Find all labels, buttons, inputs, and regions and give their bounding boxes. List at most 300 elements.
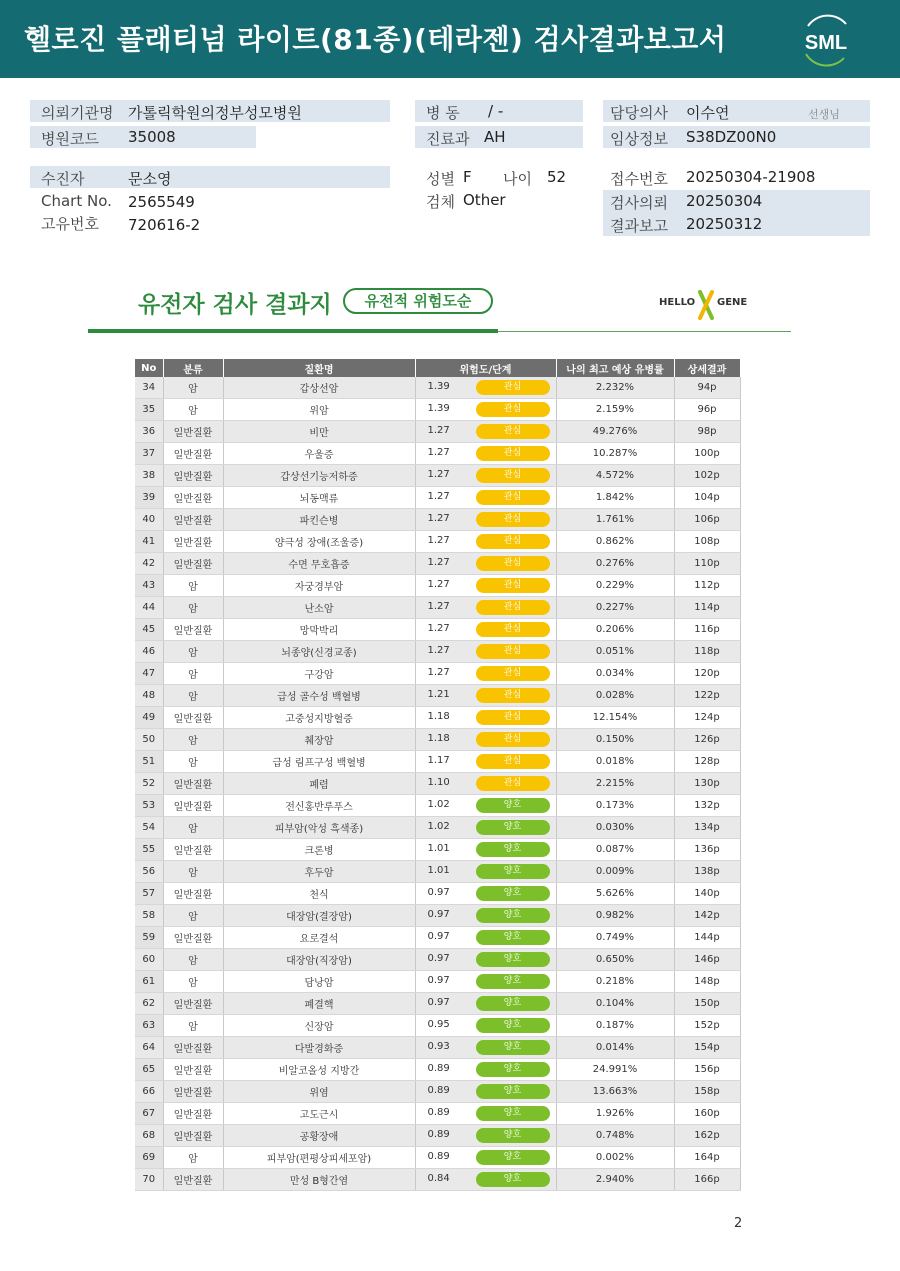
risk-value: 0.93 <box>427 1041 450 1052</box>
row-risk <box>415 1103 556 1125</box>
risk-value: 1.27 <box>427 535 450 546</box>
risk-value: 1.39 <box>427 403 450 414</box>
table-row <box>135 1081 740 1103</box>
row-category: 일반질환 <box>163 707 223 729</box>
row-category: 일반질환 <box>163 487 223 509</box>
institution-value: 가톨릭학원의정부성모병원 <box>128 104 302 122</box>
row-category: 일반질환 <box>163 993 223 1015</box>
row-category: 일반질환 <box>163 1125 223 1147</box>
risk-value: 0.89 <box>427 1107 450 1118</box>
row-risk <box>415 927 556 949</box>
risk-value: 0.97 <box>427 997 450 1008</box>
row-detail-page: 128p <box>674 751 740 773</box>
ward-value: / - <box>488 102 504 120</box>
row-prevalence: 0.002% <box>556 1147 674 1169</box>
row-risk <box>415 531 556 553</box>
hospital-code-value: 35008 <box>128 128 176 146</box>
row-detail-page: 118p <box>674 641 740 663</box>
row-no: 50 <box>135 729 163 751</box>
risk-value: 0.89 <box>427 1151 450 1162</box>
row-disease: 비만 <box>223 421 415 443</box>
row-detail-page: 146p <box>674 949 740 971</box>
row-detail-page: 130p <box>674 773 740 795</box>
row-no: 45 <box>135 619 163 641</box>
row-prevalence: 0.206% <box>556 619 674 641</box>
table-row <box>135 531 740 553</box>
risk-value: 1.18 <box>427 711 450 722</box>
request-value: 20250304 <box>686 192 763 210</box>
row-no: 65 <box>135 1059 163 1081</box>
row-no: 41 <box>135 531 163 553</box>
risk-stage-badge: 양호 <box>476 1150 550 1165</box>
risk-value: 1.21 <box>427 689 450 700</box>
risk-stage-badge: 양호 <box>476 864 550 879</box>
row-prevalence: 24.991% <box>556 1059 674 1081</box>
page-number: 2 <box>734 1216 743 1231</box>
row-disease: 천식 <box>223 883 415 905</box>
row-category: 암 <box>163 905 223 927</box>
row-category: 일반질환 <box>163 443 223 465</box>
row-detail-page: 154p <box>674 1037 740 1059</box>
table-row <box>135 421 740 443</box>
row-disease: 대장암(직장암) <box>223 949 415 971</box>
risk-value: 1.27 <box>427 425 450 436</box>
row-prevalence: 0.218% <box>556 971 674 993</box>
risk-stage-badge: 양호 <box>476 952 550 967</box>
risk-stage-badge: 관심 <box>476 534 550 549</box>
row-category: 일반질환 <box>163 1081 223 1103</box>
row-prevalence: 13.663% <box>556 1081 674 1103</box>
risk-stage-badge: 양호 <box>476 974 550 989</box>
row-disease: 피부암(편평상피세포암) <box>223 1147 415 1169</box>
risk-stage-badge: 관심 <box>476 710 550 725</box>
age-label: 나이 <box>503 170 532 188</box>
row-detail-page: 138p <box>674 861 740 883</box>
row-disease: 위염 <box>223 1081 415 1103</box>
row-category: 암 <box>163 817 223 839</box>
row-disease: 수면 무호흡증 <box>223 553 415 575</box>
row-risk <box>415 905 556 927</box>
results-body <box>135 377 740 1191</box>
id-label: 고유번호 <box>41 215 99 233</box>
table-row <box>135 773 740 795</box>
row-risk <box>415 443 556 465</box>
row-prevalence: 0.748% <box>556 1125 674 1147</box>
row-disease: 고도근시 <box>223 1103 415 1125</box>
row-disease: 급성 림프구성 백혈병 <box>223 751 415 773</box>
table-row <box>135 751 740 773</box>
row-detail-page: 126p <box>674 729 740 751</box>
row-detail-page: 156p <box>674 1059 740 1081</box>
clinical-label: 임상정보 <box>610 130 668 148</box>
col-header-category: 분류 <box>163 359 223 377</box>
row-prevalence: 0.087% <box>556 839 674 861</box>
row-risk <box>415 1169 556 1191</box>
row-category: 암 <box>163 575 223 597</box>
table-row <box>135 795 740 817</box>
row-risk <box>415 597 556 619</box>
row-disease: 고중성지방혈증 <box>223 707 415 729</box>
row-disease: 파킨슨병 <box>223 509 415 531</box>
row-detail-page: 94p <box>674 377 740 399</box>
row-no: 44 <box>135 597 163 619</box>
row-no: 51 <box>135 751 163 773</box>
risk-stage-badge: 관심 <box>476 402 550 417</box>
specimen-value: Other <box>463 191 506 209</box>
chart-value: 2565549 <box>128 193 195 211</box>
row-disease: 피부암(악성 흑색종) <box>223 817 415 839</box>
risk-stage-badge: 양호 <box>476 886 550 901</box>
risk-stage-badge: 관심 <box>476 490 550 505</box>
table-row <box>135 1037 740 1059</box>
row-detail-page: 108p <box>674 531 740 553</box>
dept-label: 진료과 <box>426 130 470 148</box>
table-row <box>135 1015 740 1037</box>
row-prevalence: 0.028% <box>556 685 674 707</box>
row-category: 암 <box>163 751 223 773</box>
row-no: 37 <box>135 443 163 465</box>
row-disease: 후두암 <box>223 861 415 883</box>
row-category: 일반질환 <box>163 531 223 553</box>
row-category: 일반질환 <box>163 839 223 861</box>
clinical-value: S38DZ00N0 <box>686 128 777 146</box>
risk-stage-badge: 양호 <box>476 1062 550 1077</box>
risk-stage-badge: 관심 <box>476 688 550 703</box>
request-label: 검사의뢰 <box>610 194 668 212</box>
table-row <box>135 509 740 531</box>
risk-stage-badge: 양호 <box>476 842 550 857</box>
row-prevalence: 0.982% <box>556 905 674 927</box>
table-row <box>135 641 740 663</box>
row-category: 일반질환 <box>163 465 223 487</box>
row-prevalence: 0.009% <box>556 861 674 883</box>
row-disease: 대장암(결장암) <box>223 905 415 927</box>
row-category: 암 <box>163 377 223 399</box>
row-no: 69 <box>135 1147 163 1169</box>
row-category: 암 <box>163 949 223 971</box>
report-title: 헬로진 플래티넘 라이트(81종)(테라젠) 검사결과보고서 <box>24 23 727 56</box>
row-risk <box>415 619 556 641</box>
risk-stage-badge: 관심 <box>476 600 550 615</box>
row-category: 암 <box>163 641 223 663</box>
risk-stage-badge: 관심 <box>476 446 550 461</box>
row-prevalence: 0.187% <box>556 1015 674 1037</box>
section-divider-accent <box>88 329 498 333</box>
row-no: 67 <box>135 1103 163 1125</box>
row-detail-page: 104p <box>674 487 740 509</box>
brand-gene: GENE <box>717 297 748 308</box>
row-no: 35 <box>135 399 163 421</box>
row-detail-page: 98p <box>674 421 740 443</box>
table-row <box>135 575 740 597</box>
row-no: 62 <box>135 993 163 1015</box>
risk-stage-badge: 양호 <box>476 1128 550 1143</box>
risk-value: 0.95 <box>427 1019 450 1030</box>
row-detail-page: 114p <box>674 597 740 619</box>
row-no: 52 <box>135 773 163 795</box>
row-detail-page: 164p <box>674 1147 740 1169</box>
row-disease: 폐결핵 <box>223 993 415 1015</box>
row-prevalence: 1.761% <box>556 509 674 531</box>
risk-stage-badge: 관심 <box>476 732 550 747</box>
table-row <box>135 399 740 421</box>
row-risk <box>415 465 556 487</box>
row-category: 암 <box>163 1147 223 1169</box>
risk-stage-badge: 양호 <box>476 1084 550 1099</box>
row-category: 일반질환 <box>163 927 223 949</box>
table-row <box>135 817 740 839</box>
row-no: 58 <box>135 905 163 927</box>
table-row <box>135 685 740 707</box>
row-detail-page: 160p <box>674 1103 740 1125</box>
row-disease: 위암 <box>223 399 415 421</box>
row-prevalence: 0.862% <box>556 531 674 553</box>
risk-value: 0.97 <box>427 975 450 986</box>
risk-stage-badge: 관심 <box>476 644 550 659</box>
row-prevalence: 1.926% <box>556 1103 674 1125</box>
row-category: 일반질환 <box>163 509 223 531</box>
row-risk <box>415 641 556 663</box>
row-risk <box>415 575 556 597</box>
patient-label: 수진자 <box>41 170 85 188</box>
row-disease: 급성 골수성 백혈병 <box>223 685 415 707</box>
table-row <box>135 1169 740 1191</box>
table-row <box>135 707 740 729</box>
row-detail-page: 100p <box>674 443 740 465</box>
institution-label: 의뢰기관명 <box>41 104 114 122</box>
col-header-prevalence: 나의 최고 예상 유병률 <box>556 359 674 377</box>
row-risk <box>415 1059 556 1081</box>
row-risk <box>415 553 556 575</box>
row-category: 일반질환 <box>163 883 223 905</box>
row-category: 암 <box>163 729 223 751</box>
row-prevalence: 0.227% <box>556 597 674 619</box>
row-detail-page: 166p <box>674 1169 740 1191</box>
risk-stage-badge: 양호 <box>476 1172 550 1187</box>
row-disease: 크론병 <box>223 839 415 861</box>
specimen-label: 검체 <box>426 193 455 211</box>
receipt-value: 20250304-21908 <box>686 168 816 186</box>
risk-stage-badge: 양호 <box>476 930 550 945</box>
dept-value: AH <box>484 128 506 146</box>
row-category: 일반질환 <box>163 553 223 575</box>
row-category: 암 <box>163 861 223 883</box>
row-risk <box>415 1081 556 1103</box>
table-row <box>135 465 740 487</box>
row-no: 66 <box>135 1081 163 1103</box>
risk-stage-badge: 양호 <box>476 996 550 1011</box>
risk-stage-badge: 관심 <box>476 424 550 439</box>
row-detail-page: 124p <box>674 707 740 729</box>
row-disease: 망막박리 <box>223 619 415 641</box>
patient-value: 문소영 <box>128 170 172 188</box>
row-risk <box>415 949 556 971</box>
row-prevalence: 10.287% <box>556 443 674 465</box>
row-no: 49 <box>135 707 163 729</box>
dna-icon <box>697 290 715 320</box>
row-risk <box>415 817 556 839</box>
row-no: 59 <box>135 927 163 949</box>
row-disease: 만성 B형간염 <box>223 1169 415 1191</box>
section-subtitle-pill: 유전적 위험도순 <box>343 288 493 314</box>
row-risk <box>415 377 556 399</box>
row-detail-page: 142p <box>674 905 740 927</box>
risk-value: 1.27 <box>427 447 450 458</box>
row-detail-page: 144p <box>674 927 740 949</box>
row-prevalence: 0.051% <box>556 641 674 663</box>
row-detail-page: 106p <box>674 509 740 531</box>
row-risk <box>415 663 556 685</box>
row-risk <box>415 773 556 795</box>
table-row <box>135 993 740 1015</box>
row-no: 39 <box>135 487 163 509</box>
row-risk <box>415 751 556 773</box>
row-prevalence: 0.749% <box>556 927 674 949</box>
row-detail-page: 96p <box>674 399 740 421</box>
row-prevalence: 49.276% <box>556 421 674 443</box>
risk-value: 0.89 <box>427 1085 450 1096</box>
row-prevalence: 2.159% <box>556 399 674 421</box>
table-row <box>135 949 740 971</box>
sml-logo <box>796 12 856 68</box>
row-no: 55 <box>135 839 163 861</box>
row-no: 34 <box>135 377 163 399</box>
row-risk <box>415 685 556 707</box>
id-value: 720616-2 <box>128 216 201 234</box>
age-value: 52 <box>547 168 567 186</box>
row-disease: 다발경화증 <box>223 1037 415 1059</box>
row-prevalence: 2.940% <box>556 1169 674 1191</box>
table-row <box>135 1059 740 1081</box>
row-category: 일반질환 <box>163 773 223 795</box>
row-prevalence: 0.229% <box>556 575 674 597</box>
risk-value: 1.27 <box>427 513 450 524</box>
row-no: 61 <box>135 971 163 993</box>
risk-value: 1.27 <box>427 579 450 590</box>
row-disease: 공황장애 <box>223 1125 415 1147</box>
row-detail-page: 102p <box>674 465 740 487</box>
row-disease: 폐렴 <box>223 773 415 795</box>
table-row <box>135 729 740 751</box>
risk-stage-badge: 관심 <box>476 468 550 483</box>
row-detail-page: 122p <box>674 685 740 707</box>
row-no: 46 <box>135 641 163 663</box>
risk-value: 1.27 <box>427 491 450 502</box>
row-no: 43 <box>135 575 163 597</box>
ward-label: 병 동 <box>426 104 460 122</box>
row-category: 일반질환 <box>163 1169 223 1191</box>
col-header-no: No <box>135 359 163 377</box>
risk-stage-badge: 양호 <box>476 1106 550 1121</box>
section-title: 유전자 검사 결과지 <box>138 292 332 318</box>
table-row <box>135 487 740 509</box>
table-row <box>135 597 740 619</box>
row-disease: 우울증 <box>223 443 415 465</box>
risk-value: 1.27 <box>427 601 450 612</box>
row-no: 63 <box>135 1015 163 1037</box>
row-category: 일반질환 <box>163 1103 223 1125</box>
report-header-bar <box>0 0 900 78</box>
table-row <box>135 663 740 685</box>
row-disease: 뇌종양(신경교종) <box>223 641 415 663</box>
row-no: 56 <box>135 861 163 883</box>
row-risk <box>415 883 556 905</box>
table-row <box>135 971 740 993</box>
row-disease: 뇌동맥류 <box>223 487 415 509</box>
risk-value: 1.39 <box>427 381 450 392</box>
col-header-detail: 상세결과 <box>674 359 740 377</box>
risk-value: 1.27 <box>427 645 450 656</box>
table-row <box>135 927 740 949</box>
table-row <box>135 839 740 861</box>
row-risk <box>415 795 556 817</box>
row-detail-page: 120p <box>674 663 740 685</box>
report-value: 20250312 <box>686 215 763 233</box>
risk-stage-badge: 양호 <box>476 908 550 923</box>
risk-value: 0.89 <box>427 1129 450 1140</box>
row-prevalence: 12.154% <box>556 707 674 729</box>
row-prevalence: 4.572% <box>556 465 674 487</box>
risk-value: 1.27 <box>427 469 450 480</box>
row-disease: 갑상선기능저하증 <box>223 465 415 487</box>
risk-stage-badge: 양호 <box>476 820 550 835</box>
risk-value: 1.01 <box>427 843 450 854</box>
doctor-suffix: 선생님 <box>808 108 840 121</box>
row-risk <box>415 707 556 729</box>
risk-stage-badge: 양호 <box>476 798 550 813</box>
row-no: 54 <box>135 817 163 839</box>
hello-gene-logo <box>657 288 752 322</box>
results-table <box>135 359 741 1191</box>
row-prevalence: 0.173% <box>556 795 674 817</box>
row-category: 암 <box>163 685 223 707</box>
row-disease: 요로결석 <box>223 927 415 949</box>
row-category: 일반질환 <box>163 421 223 443</box>
risk-stage-badge: 관심 <box>476 380 550 395</box>
row-prevalence: 0.650% <box>556 949 674 971</box>
row-no: 57 <box>135 883 163 905</box>
row-detail-page: 158p <box>674 1081 740 1103</box>
risk-value: 0.97 <box>427 931 450 942</box>
row-prevalence: 2.215% <box>556 773 674 795</box>
table-row <box>135 1147 740 1169</box>
row-prevalence: 5.626% <box>556 883 674 905</box>
row-category: 암 <box>163 597 223 619</box>
row-risk <box>415 509 556 531</box>
row-no: 68 <box>135 1125 163 1147</box>
risk-value: 1.10 <box>427 777 450 788</box>
row-prevalence: 0.014% <box>556 1037 674 1059</box>
row-detail-page: 150p <box>674 993 740 1015</box>
row-prevalence: 0.276% <box>556 553 674 575</box>
risk-value: 1.27 <box>427 557 450 568</box>
row-detail-page: 134p <box>674 817 740 839</box>
table-row <box>135 861 740 883</box>
sex-value: F <box>463 168 472 186</box>
row-no: 64 <box>135 1037 163 1059</box>
hospital-code-label: 병원코드 <box>41 130 99 148</box>
risk-value: 0.97 <box>427 909 450 920</box>
risk-value: 1.02 <box>427 821 450 832</box>
col-header-disease: 질환명 <box>223 359 415 377</box>
risk-stage-badge: 관심 <box>476 578 550 593</box>
row-detail-page: 136p <box>674 839 740 861</box>
row-disease: 구강암 <box>223 663 415 685</box>
report-label: 결과보고 <box>610 217 668 235</box>
table-header-row <box>135 359 740 377</box>
row-no: 38 <box>135 465 163 487</box>
table-row <box>135 883 740 905</box>
